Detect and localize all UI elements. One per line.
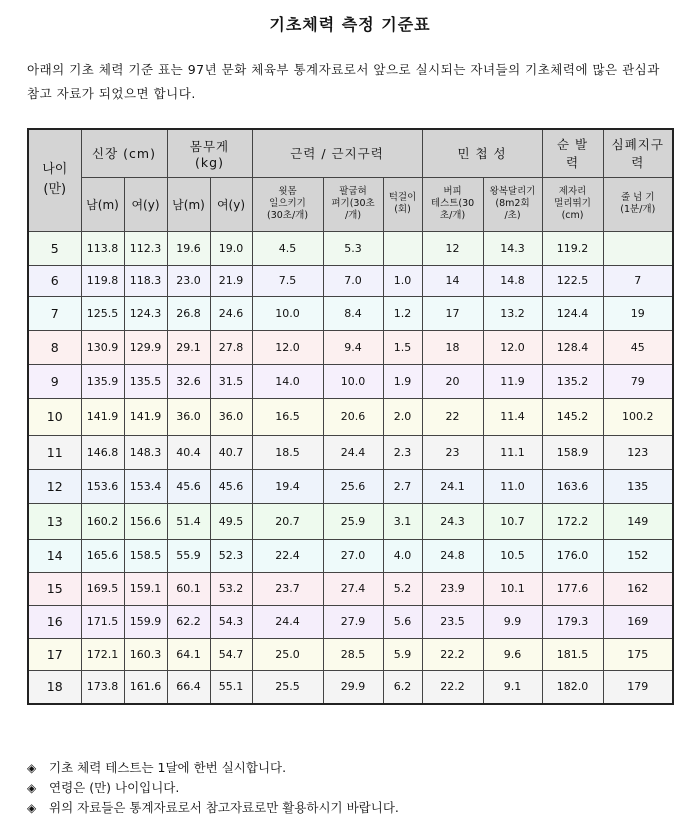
height-female-cell: 158.5 (124, 539, 167, 572)
hang-cell: 5.9 (383, 638, 422, 670)
pushup-cell: 27.4 (323, 572, 383, 605)
hang-cell: 3.1 (383, 503, 422, 539)
height-male-cell: 119.8 (81, 265, 124, 296)
burpee-cell: 23 (422, 435, 483, 469)
burpee-cell: 24.3 (422, 503, 483, 539)
burpee-cell: 17 (422, 296, 483, 330)
weight-male-cell: 29.1 (167, 330, 210, 364)
shuttle-run-header (483, 177, 542, 231)
situp-cell: 19.4 (252, 469, 323, 503)
height-male-cell: 169.5 (81, 572, 124, 605)
table-row (28, 503, 673, 539)
weight-group-label: 몸무게 (kg) (189, 138, 230, 170)
long-jump-cell: 158.9 (542, 435, 603, 469)
long-jump-cell: 119.2 (542, 231, 603, 265)
situp-cell: 22.4 (252, 539, 323, 572)
situp-header-label: 윗몸 일으키기 (30초/개) (266, 186, 309, 221)
height-male-cell: 153.6 (81, 469, 124, 503)
note-item (27, 758, 675, 778)
height-female-cell: 135.5 (124, 364, 167, 398)
burpee-cell: 20 (422, 364, 483, 398)
long-jump-header (542, 177, 603, 231)
hang-cell: 2.3 (383, 435, 422, 469)
hang-header-label: 턱걸이 (회) (388, 192, 417, 215)
age-cell: 5 (28, 231, 81, 265)
table-row (28, 330, 673, 364)
shuttle-run-cell: 10.1 (483, 572, 542, 605)
note-item (27, 798, 675, 818)
weight-female-cell: 49.5 (210, 503, 252, 539)
age-cell: 9 (28, 364, 81, 398)
age-cell: 16 (28, 605, 81, 638)
age-header-label: 나이 (만) (42, 162, 68, 198)
burpee-cell: 23.9 (422, 572, 483, 605)
strength-group-header: 근력 / 근지구력 (252, 129, 422, 177)
weight-male-cell: 32.6 (167, 364, 210, 398)
situp-cell: 12.0 (252, 330, 323, 364)
height-female-cell: 156.6 (124, 503, 167, 539)
weight-female-cell: 52.3 (210, 539, 252, 572)
height-female-cell: 124.3 (124, 296, 167, 330)
weight-female-cell: 31.5 (210, 364, 252, 398)
long-jump-cell: 172.2 (542, 503, 603, 539)
height-male-cell: 130.9 (81, 330, 124, 364)
cardio-group-label: 심폐지구 력 (611, 137, 664, 171)
note-text: 기초 체력 테스트는 1달에 한번 실시합니다. (49, 760, 287, 775)
weight-female-cell: 19.0 (210, 231, 252, 265)
weight-female-cell: 21.9 (210, 265, 252, 296)
diamond-bullet-icon: ◈ (27, 801, 37, 815)
jump-rope-cell: 175 (603, 638, 673, 670)
table-row (28, 539, 673, 572)
hang-cell: 1.5 (383, 330, 422, 364)
situp-cell: 25.0 (252, 638, 323, 670)
pushup-cell: 8.4 (323, 296, 383, 330)
long-jump-cell: 135.2 (542, 364, 603, 398)
age-cell: 6 (28, 265, 81, 296)
weight-male-cell: 26.8 (167, 296, 210, 330)
jump-rope-header-label: 줄 넘 기 (1분/개) (620, 192, 656, 215)
age-cell: 8 (28, 330, 81, 364)
long-jump-cell: 181.5 (542, 638, 603, 670)
table-body (28, 231, 673, 704)
burpee-cell: 12 (422, 231, 483, 265)
situp-cell: 4.5 (252, 231, 323, 265)
situp-cell: 23.7 (252, 572, 323, 605)
table-row (28, 572, 673, 605)
long-jump-cell: 128.4 (542, 330, 603, 364)
jump-rope-cell: 45 (603, 330, 673, 364)
pushup-cell: 5.3 (323, 231, 383, 265)
note-item (27, 778, 675, 798)
diamond-bullet-icon: ◈ (27, 761, 37, 775)
pushup-cell: 27.9 (323, 605, 383, 638)
weight-male-cell: 40.4 (167, 435, 210, 469)
hang-cell: 2.7 (383, 469, 422, 503)
burpee-cell: 22 (422, 398, 483, 435)
weight-female-cell: 24.6 (210, 296, 252, 330)
weight-female-cell: 40.7 (210, 435, 252, 469)
long-jump-cell: 179.3 (542, 605, 603, 638)
table-row (28, 605, 673, 638)
table-row (28, 469, 673, 503)
hang-cell (383, 231, 422, 265)
weight-male-cell: 19.6 (167, 231, 210, 265)
situp-cell: 18.5 (252, 435, 323, 469)
long-jump-cell: 122.5 (542, 265, 603, 296)
power-group-label: 순 발 력 (556, 137, 589, 171)
pushup-cell: 9.4 (323, 330, 383, 364)
table-row (28, 398, 673, 435)
height-female-cell: 112.3 (124, 231, 167, 265)
jump-rope-cell: 135 (603, 469, 673, 503)
situp-cell: 16.5 (252, 398, 323, 435)
burpee-cell: 24.8 (422, 539, 483, 572)
hang-cell: 1.9 (383, 364, 422, 398)
pushup-cell: 20.6 (323, 398, 383, 435)
hang-cell: 1.0 (383, 265, 422, 296)
pushup-header-label: 팔굽혀 펴기(30초 /개) (331, 186, 375, 221)
weight-female-header: 여(y) (210, 177, 252, 231)
shuttle-run-cell: 10.7 (483, 503, 542, 539)
burpee-cell: 22.2 (422, 638, 483, 670)
height-female-cell: 141.9 (124, 398, 167, 435)
agility-group-header: 민 첩 성 (422, 129, 542, 177)
age-cell: 10 (28, 398, 81, 435)
age-cell: 14 (28, 539, 81, 572)
note-text: 위의 자료들은 통계자료로서 참고자료로만 활용하시기 바랍니다. (49, 800, 399, 815)
weight-male-cell: 23.0 (167, 265, 210, 296)
weight-male-cell: 45.6 (167, 469, 210, 503)
age-header (28, 129, 81, 231)
situp-cell: 25.5 (252, 670, 323, 704)
weight-female-cell: 55.1 (210, 670, 252, 704)
pushup-cell: 25.9 (323, 503, 383, 539)
height-male-cell: 160.2 (81, 503, 124, 539)
shuttle-run-cell: 13.2 (483, 296, 542, 330)
height-male-cell: 146.8 (81, 435, 124, 469)
diamond-bullet-icon: ◈ (27, 781, 37, 795)
age-cell: 17 (28, 638, 81, 670)
weight-female-cell: 54.7 (210, 638, 252, 670)
height-female-cell: 118.3 (124, 265, 167, 296)
situp-cell: 24.4 (252, 605, 323, 638)
weight-male-cell: 66.4 (167, 670, 210, 704)
burpee-cell: 18 (422, 330, 483, 364)
page-title: 기초체력 측정 기준표 (269, 15, 431, 34)
pushup-cell: 10.0 (323, 364, 383, 398)
weight-male-cell: 36.0 (167, 398, 210, 435)
weight-male-cell: 62.2 (167, 605, 210, 638)
weight-female-cell: 36.0 (210, 398, 252, 435)
age-cell: 7 (28, 296, 81, 330)
jump-rope-cell (603, 231, 673, 265)
table-row (28, 670, 673, 704)
weight-female-cell: 54.3 (210, 605, 252, 638)
hang-header (383, 177, 422, 231)
table-row (28, 638, 673, 670)
pushup-cell: 29.9 (323, 670, 383, 704)
height-female-cell: 153.4 (124, 469, 167, 503)
hang-cell: 2.0 (383, 398, 422, 435)
height-male-cell: 172.1 (81, 638, 124, 670)
height-male-cell: 113.8 (81, 231, 124, 265)
height-male-cell: 173.8 (81, 670, 124, 704)
height-female-cell: 160.3 (124, 638, 167, 670)
intro-paragraph: 아래의 기초 체력 기준 표는 97년 문화 체육부 통계자료로서 앞으로 실시되는 자녀들의 기초체력에 많은 관심과 참고 자료가 되었으면 합니다. (27, 62, 660, 101)
height-female-cell: 159.1 (124, 572, 167, 605)
burpee-cell: 14 (422, 265, 483, 296)
situp-cell: 20.7 (252, 503, 323, 539)
weight-female-cell: 45.6 (210, 469, 252, 503)
table-row (28, 435, 673, 469)
power-group-header (542, 129, 603, 177)
shuttle-run-cell: 11.9 (483, 364, 542, 398)
height-male-cell: 125.5 (81, 296, 124, 330)
hang-cell: 1.2 (383, 296, 422, 330)
weight-male-cell: 60.1 (167, 572, 210, 605)
pushup-cell: 7.0 (323, 265, 383, 296)
age-cell: 12 (28, 469, 81, 503)
age-cell: 18 (28, 670, 81, 704)
jump-rope-cell: 152 (603, 539, 673, 572)
long-jump-cell: 163.6 (542, 469, 603, 503)
burpee-cell: 22.2 (422, 670, 483, 704)
long-jump-header-label: 제자리 멀리뛰기 (cm) (554, 186, 591, 221)
pushup-cell: 24.4 (323, 435, 383, 469)
long-jump-cell: 182.0 (542, 670, 603, 704)
height-female-cell: 148.3 (124, 435, 167, 469)
hang-cell: 4.0 (383, 539, 422, 572)
burpee-header (422, 177, 483, 231)
shuttle-run-cell: 9.1 (483, 670, 542, 704)
shuttle-run-cell: 11.1 (483, 435, 542, 469)
shuttle-run-cell: 11.0 (483, 469, 542, 503)
age-cell: 15 (28, 572, 81, 605)
height-male-cell: 171.5 (81, 605, 124, 638)
hang-cell: 5.6 (383, 605, 422, 638)
burpee-cell: 23.5 (422, 605, 483, 638)
situp-header (252, 177, 323, 231)
fitness-standard-table (27, 128, 674, 705)
table-row (28, 364, 673, 398)
shuttle-run-cell: 12.0 (483, 330, 542, 364)
shuttle-run-header-label: 왕복달리기 (8m2회 /초) (489, 186, 536, 221)
weight-female-cell: 53.2 (210, 572, 252, 605)
pushup-header (323, 177, 383, 231)
weight-male-header: 남(m) (167, 177, 210, 231)
height-male-cell: 141.9 (81, 398, 124, 435)
notes-list (27, 758, 675, 818)
jump-rope-cell: 179 (603, 670, 673, 704)
jump-rope-header (603, 177, 673, 231)
situp-cell: 7.5 (252, 265, 323, 296)
burpee-cell: 24.1 (422, 469, 483, 503)
height-group-header: 신장 (cm) (81, 129, 167, 177)
height-male-cell: 165.6 (81, 539, 124, 572)
situp-cell: 14.0 (252, 364, 323, 398)
shuttle-run-cell: 11.4 (483, 398, 542, 435)
height-male-cell: 135.9 (81, 364, 124, 398)
cardio-group-header (603, 129, 673, 177)
pushup-cell: 25.6 (323, 469, 383, 503)
burpee-header-label: 버피 테스트(30 초/개) (430, 186, 475, 221)
weight-female-cell: 27.8 (210, 330, 252, 364)
pushup-cell: 28.5 (323, 638, 383, 670)
long-jump-cell: 177.6 (542, 572, 603, 605)
table-row (28, 265, 673, 296)
long-jump-cell: 124.4 (542, 296, 603, 330)
shuttle-run-cell: 14.8 (483, 265, 542, 296)
height-male-header: 남(m) (81, 177, 124, 231)
note-text: 연령은 (만) 나이입니다. (49, 780, 180, 795)
height-female-header: 여(y) (124, 177, 167, 231)
weight-male-cell: 64.1 (167, 638, 210, 670)
height-female-cell: 129.9 (124, 330, 167, 364)
weight-group-header (167, 129, 252, 177)
shuttle-run-cell: 9.9 (483, 605, 542, 638)
jump-rope-cell: 7 (603, 265, 673, 296)
shuttle-run-cell: 14.3 (483, 231, 542, 265)
age-cell: 13 (28, 503, 81, 539)
jump-rope-cell: 162 (603, 572, 673, 605)
shuttle-run-cell: 9.6 (483, 638, 542, 670)
weight-male-cell: 51.4 (167, 503, 210, 539)
jump-rope-cell: 79 (603, 364, 673, 398)
height-female-cell: 159.9 (124, 605, 167, 638)
long-jump-cell: 176.0 (542, 539, 603, 572)
jump-rope-cell: 169 (603, 605, 673, 638)
age-cell: 11 (28, 435, 81, 469)
jump-rope-cell: 100.2 (603, 398, 673, 435)
hang-cell: 6.2 (383, 670, 422, 704)
weight-male-cell: 55.9 (167, 539, 210, 572)
shuttle-run-cell: 10.5 (483, 539, 542, 572)
pushup-cell: 27.0 (323, 539, 383, 572)
jump-rope-cell: 19 (603, 296, 673, 330)
jump-rope-cell: 123 (603, 435, 673, 469)
height-female-cell: 161.6 (124, 670, 167, 704)
jump-rope-cell: 149 (603, 503, 673, 539)
table-row (28, 296, 673, 330)
hang-cell: 5.2 (383, 572, 422, 605)
long-jump-cell: 145.2 (542, 398, 603, 435)
situp-cell: 10.0 (252, 296, 323, 330)
table-row (28, 231, 673, 265)
